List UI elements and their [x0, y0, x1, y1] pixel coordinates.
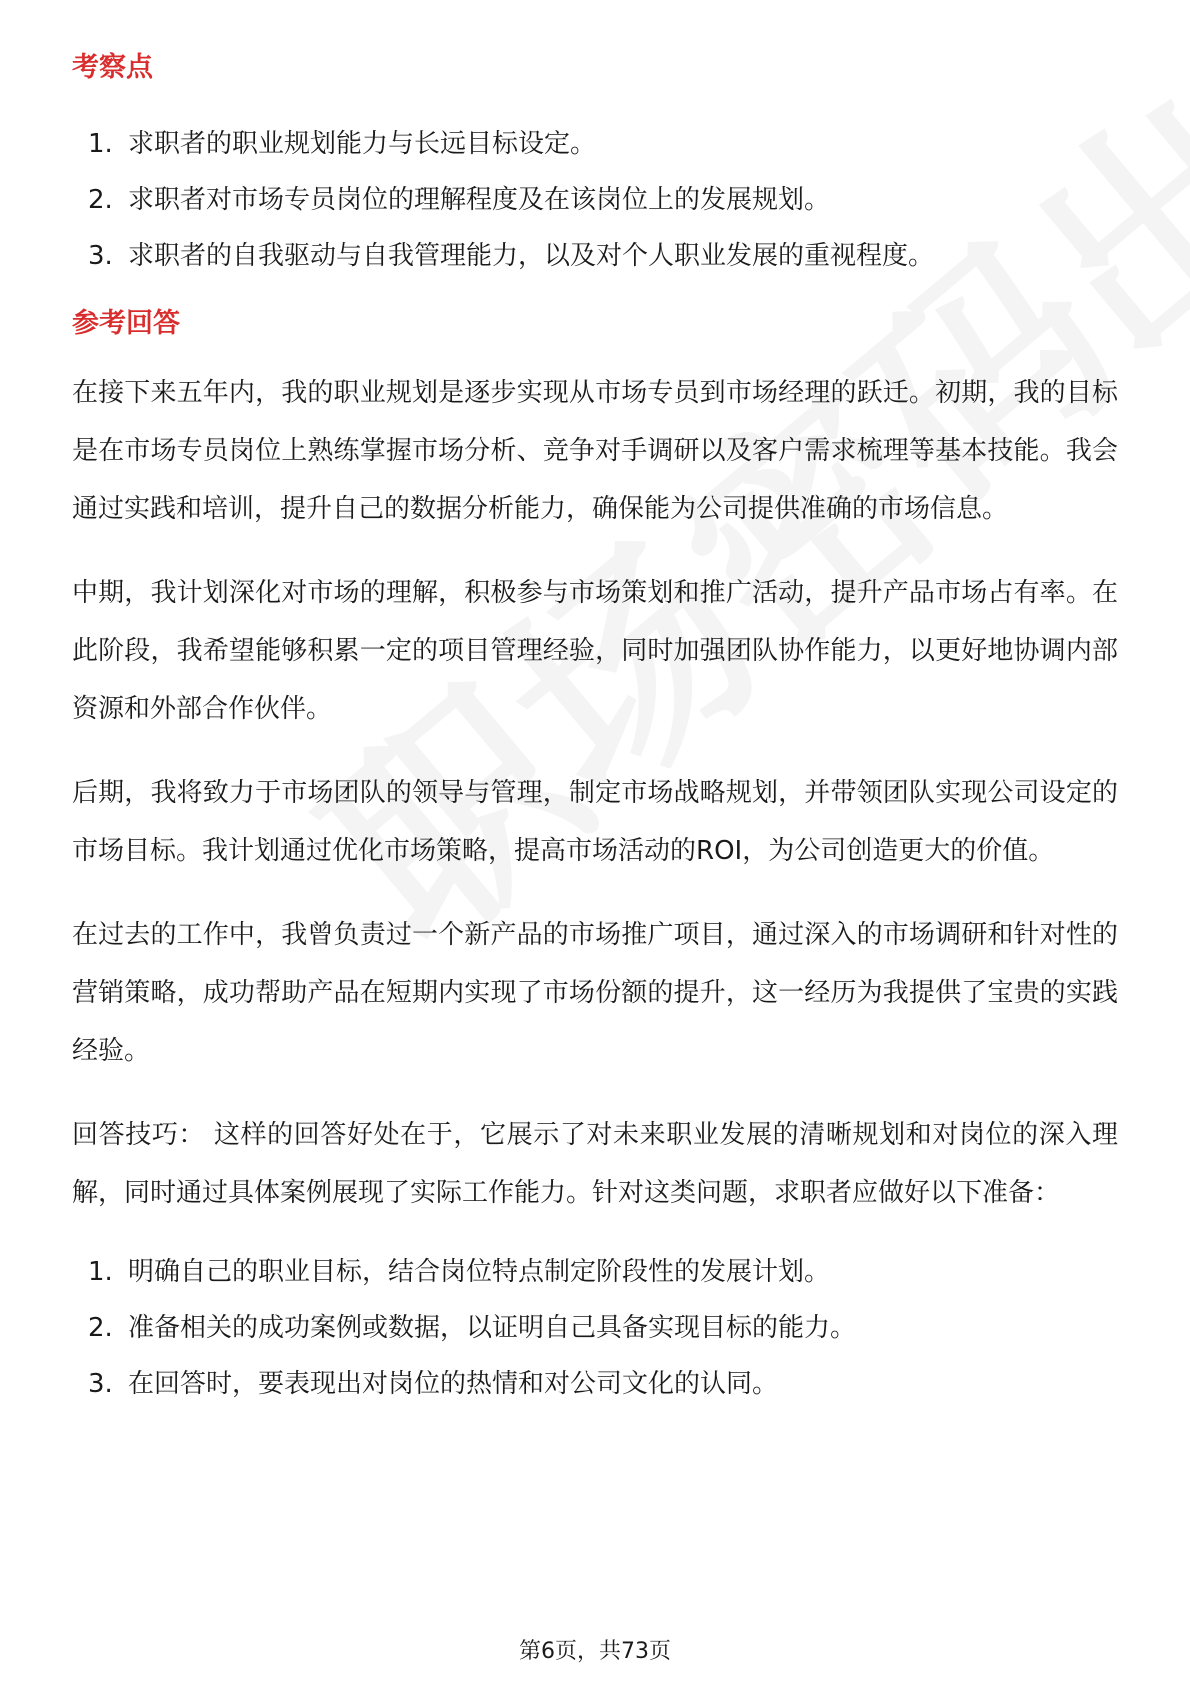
- section-heading-focus: 考察点: [72, 52, 153, 83]
- tips-paragraph: 回答技巧： 这样的回答好处在于，它展示了对未来职业发展的清晰规划和对岗位的深入理解，同时通过具体案例展现了实际工作能力。针对这类问题，求职者应做好以下准备：: [72, 1120, 1118, 1208]
- document-page: [72, 48, 1118, 1412]
- section-heading-answer: 参考回答: [72, 308, 180, 339]
- answer-paragraph: 在接下来五年内，我的职业规划是逐步实现从市场专员到市场经理的跃迁。初期，我的目标是在市场专员岗位上熟练掌握市场分析、竞争对手调研以及客户需求梳理等基本技能。我会通过实践和培训，提升自己的数据分析能力，确保能为公司提供准确的市场信息。: [72, 378, 1118, 524]
- list-item: 1. 求职者的职业规划能力与长远目标设定。: [88, 129, 597, 159]
- list-item: 3. 在回答时，要表现出对岗位的热情和对公司文化的认同。: [88, 1369, 779, 1399]
- answer-paragraph: 在过去的工作中，我曾负责过一个新产品的市场推广项目，通过深入的市场调研和针对性的营销策略，成功帮助产品在短期内实现了市场份额的提升，这一经历为我提供了宝贵的实践经验。: [72, 920, 1118, 1066]
- list-item: 2. 准备相关的成功案例或数据，以证明自己具备实现目标的能力。: [88, 1313, 857, 1343]
- list-item: 3. 求职者的自我驱动与自我管理能力，以及对个人职业发展的重视程度。: [88, 241, 935, 271]
- prep-list: [72, 1244, 1118, 1412]
- list-item: 2. 求职者对市场专员岗位的理解程度及在该岗位上的发展规划。: [88, 185, 831, 215]
- focus-list: [72, 116, 1118, 284]
- answer-paragraph: 中期，我计划深化对市场的理解，积极参与市场策划和推广活动，提升产品市场占有率。在此阶段，我希望能够积累一定的项目管理经验，同时加强团队协作能力，以更好地协调内部资源和外部合作伙伴。: [72, 578, 1118, 724]
- page-number: 第6页，共73页: [519, 1639, 671, 1664]
- list-item: 1. 明确自己的职业目标，结合岗位特点制定阶段性的发展计划。: [88, 1257, 831, 1287]
- answer-paragraph: 后期，我将致力于市场团队的领导与管理，制定市场战略规划，并带领团队实现公司设定的市场目标。我计划通过优化市场策略，提高市场活动的ROI，为公司创造更大的价值。: [72, 778, 1118, 866]
